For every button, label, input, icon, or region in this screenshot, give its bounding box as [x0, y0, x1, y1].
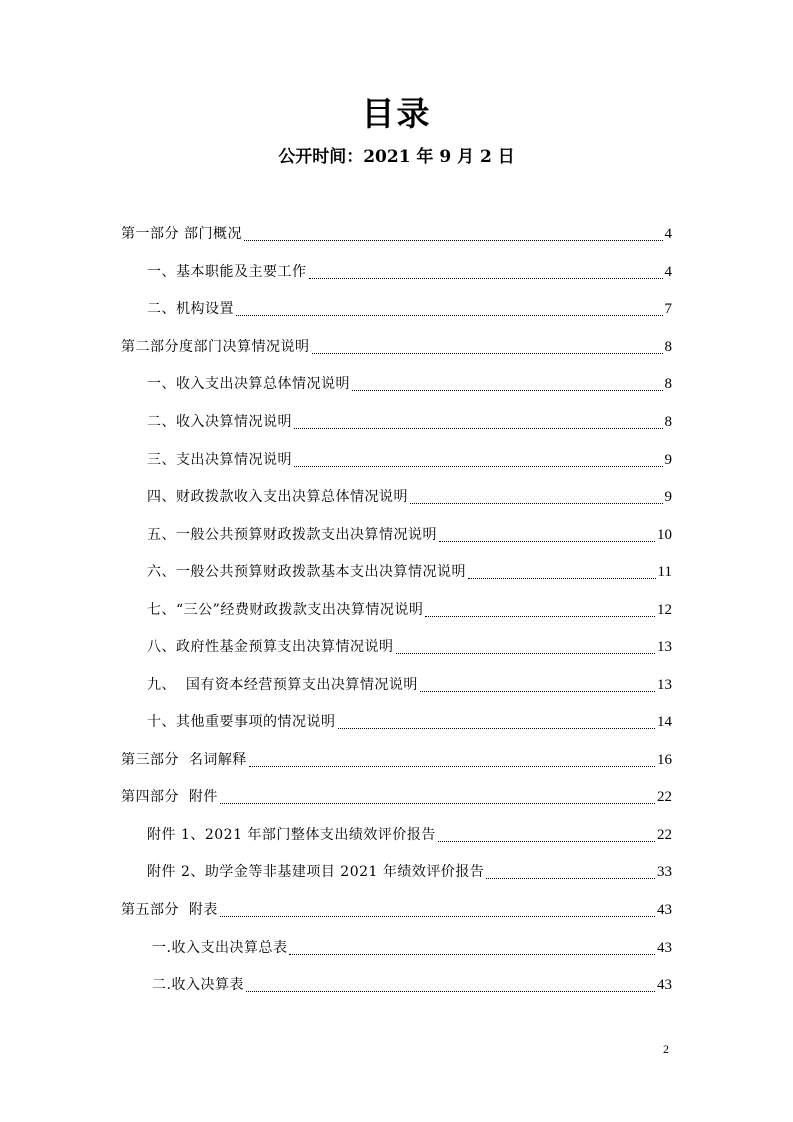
toc-dot-leader	[249, 752, 655, 767]
toc-dot-leader	[246, 977, 655, 992]
toc-entry[interactable]	[147, 412, 672, 432]
toc-entry[interactable]	[147, 487, 672, 507]
toc-dot-leader	[289, 940, 655, 955]
toc-entry[interactable]	[121, 900, 672, 920]
toc-entry-page: 7	[664, 301, 672, 317]
toc-entry[interactable]	[152, 975, 672, 995]
publish-date: 公开时间：2021 年 9 月 2 日	[278, 147, 515, 167]
toc-entry-title: 第一部分 部门概况	[121, 226, 242, 242]
toc-entry[interactable]	[147, 825, 672, 845]
toc-entry-title: 十、其他重要事项的情况说明	[147, 714, 336, 730]
toc-entry-page: 33	[657, 864, 672, 880]
toc-entry-page: 14	[657, 714, 672, 730]
toc-entry-page: 16	[657, 752, 672, 768]
toc-entry-page: 43	[657, 902, 672, 918]
toc-entry-title: 第四部分 附件	[121, 789, 218, 805]
toc-entry-page: 9	[664, 489, 672, 505]
toc-dot-leader	[396, 639, 656, 654]
toc-dot-leader	[236, 301, 663, 316]
toc-entry-title: 第二部分度部门决算情况说明	[121, 339, 310, 355]
toc-dot-leader	[352, 376, 663, 391]
toc-entry-title: 附件 1、2021 年部门整体支出绩效评价报告	[147, 827, 436, 843]
toc-entry-page: 8	[664, 339, 672, 355]
toc-entry-page: 9	[664, 452, 672, 468]
page-number: 2	[663, 1042, 669, 1056]
toc-dot-leader	[468, 564, 656, 579]
toc-entry-page: 13	[657, 677, 672, 693]
toc-entry-page: 22	[657, 789, 672, 805]
toc-dot-leader	[425, 602, 655, 617]
toc-entry-page: 12	[657, 602, 672, 618]
toc-dot-leader	[338, 714, 656, 729]
toc-dot-leader	[220, 902, 655, 917]
toc-entry-page: 8	[664, 414, 672, 430]
toc-entry-title: 第五部分 附表	[121, 902, 218, 918]
toc-entry[interactable]	[121, 787, 672, 807]
toc-entry-title: 五、一般公共预算财政拨款支出决算情况说明	[147, 527, 437, 543]
toc-entry-page: 4	[664, 226, 672, 242]
toc-entry[interactable]	[147, 450, 672, 470]
toc-entry[interactable]	[147, 712, 672, 732]
toc-entry[interactable]	[121, 750, 672, 770]
toc-entry-title: 八、政府性基金预算支出决算情况说明	[147, 639, 394, 655]
toc-dot-leader	[410, 489, 663, 504]
toc-entry[interactable]	[147, 374, 672, 394]
toc-entry[interactable]	[147, 637, 672, 657]
toc-entry[interactable]	[152, 938, 672, 958]
toc-dot-leader	[294, 414, 663, 429]
toc-entry-title: 三、支出决算情况说明	[147, 452, 292, 468]
toc-entry[interactable]	[147, 862, 672, 882]
toc-dot-leader	[438, 827, 655, 842]
toc-entry-page: 22	[657, 827, 672, 843]
toc-entry[interactable]	[147, 525, 672, 545]
toc-entry-title: 九、 国有资本经营预算支出决算情况说明	[147, 677, 418, 693]
toc-entry[interactable]	[147, 600, 672, 620]
toc-entry-title: 四、财政拨款收入支出决算总体情况说明	[147, 489, 408, 505]
toc-entry-title: 附件 2、助学金等非基建项目 2021 年绩效评价报告	[147, 864, 485, 880]
toc-entry-page: 8	[664, 376, 672, 392]
toc-dot-leader	[486, 864, 655, 879]
toc-entry-title: 二、机构设置	[147, 301, 234, 317]
toc-dot-leader	[309, 264, 663, 279]
toc-entry-page: 10	[657, 527, 672, 543]
toc-entry-page: 43	[657, 940, 672, 956]
toc-entry[interactable]	[147, 262, 672, 282]
page-title: 目录	[361, 94, 432, 133]
toc-dot-leader	[244, 226, 663, 241]
toc-dot-leader	[420, 677, 655, 692]
toc-entry[interactable]	[147, 675, 672, 695]
toc-dot-leader	[220, 789, 655, 804]
toc-entry-title: 一、收入支出决算总体情况说明	[147, 376, 350, 392]
toc-entry-page: 4	[664, 264, 672, 280]
toc-entry-page: 11	[657, 564, 672, 580]
toc-dot-leader	[439, 527, 655, 542]
toc-dot-leader	[294, 452, 663, 467]
toc-entry-title: 一、基本职能及主要工作	[147, 264, 307, 280]
toc-entry-title: 第三部分 名词解释	[121, 752, 247, 768]
toc-entry-title: 一.收入支出决算总表	[152, 940, 288, 956]
toc-entry[interactable]	[147, 299, 672, 319]
toc-entry-page: 43	[657, 977, 672, 993]
toc-entry[interactable]	[147, 562, 672, 582]
toc-entry-page: 13	[657, 639, 672, 655]
toc-entry[interactable]	[121, 337, 672, 357]
toc-entry-title: 七、“三公”经费财政拨款支出决算情况说明	[147, 602, 424, 618]
toc-entry-title: 二.收入决算表	[152, 977, 244, 993]
toc-entry-title: 六、一般公共预算财政拨款基本支出决算情况说明	[147, 564, 466, 580]
toc-dot-leader	[312, 339, 663, 354]
toc-entry[interactable]	[121, 224, 672, 244]
toc-entry-title: 二、收入决算情况说明	[147, 414, 292, 430]
